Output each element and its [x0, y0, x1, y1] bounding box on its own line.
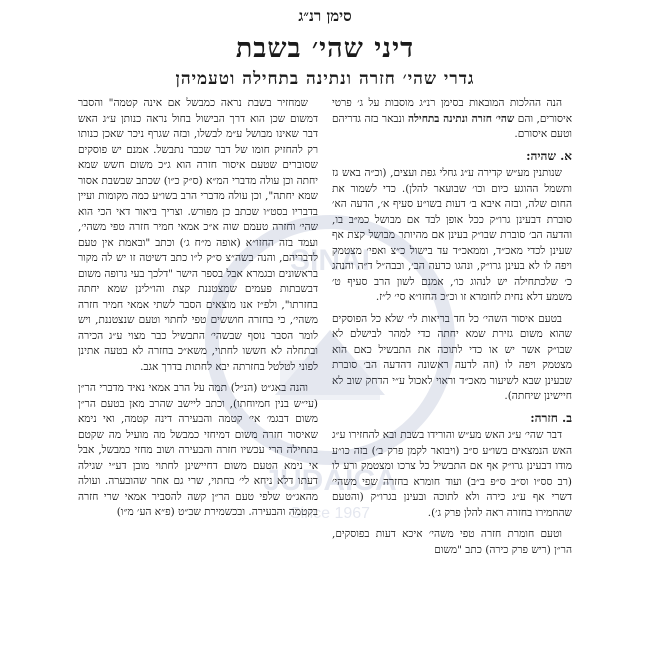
- right-column: [332, 96, 572, 650]
- watermark-text-3: Since 1967: [289, 505, 371, 522]
- section-b-paragraph-1: דבר שהי׳ ע״ג האש מע״ש והורידו בשבת ובא להחזירו ע״ג האש הנמצאים בשו״ע ס״ב (ויבואר לקמן פרק ב׳) בזה כו״ע מודו דבעינן גרו״ק אף אם התבשיל כל צרכו ומצטמק ורע לו (רב סס״ו וס״ב ס״פ ב״ב) ועוד חומרא בחזרה שפי משהי׳ דשרי אף ע״ג כירה ולא לתוכה ובעינן בגרו״ק (והטעם שהחמירו בחזרה ראה להלן פרק ג׳).: [332, 429, 572, 519]
- section-b-heading: ב. חזרה:: [530, 410, 572, 425]
- watermark-text-1: SINAI: [289, 244, 371, 277]
- intro-paragraph: [332, 96, 572, 143]
- watermark-text-2: JUDAICA: [263, 464, 397, 497]
- left-paragraph-2: והנה באג״ט (הנ״ל) תמה על הרב אמאי נאיד מדברי הר״ן (עי״ש בנין חמיוחתו), וכתב ליישב שהרב מאן בטעם הר״ן משום דבגמ׳ אי׳ קטמה והבעירה דינה קטמה, ואי נימא שאיסור חזרה משום דמיחזי כמבשל מה מועיל מה שקטם בתחילה הרי עכשיו חזרה והבעירה ושוב מחזי כמבשל, אבל אי נימא הטעם משום דחיישינן לחתוי מובן דע״י שגילה דעתו דלא ניחא לי׳ בחתוי, שרי גם אחר שהובערה. ועולה מהאג״ט שלפי טעם הר״ן קשה להסביר אמאי שרי חזרה בקטמה והבעירה. ובכשמירת שב״ט (פ״א הע׳ מ״ו): [78, 382, 318, 518]
- left-column: [78, 96, 318, 650]
- page-title: דיני שהי׳ בשבת: [235, 33, 415, 64]
- section-b-paragraph-2: וטעם חומרת חזרה טפי משהי׳ איכא דעות בפוסקים, הר״ן (ריש פרק כירה) כתב "משום: [332, 528, 572, 556]
- page-subtitle: גדרי שהי׳ חזרה ונתינה בתחילה וטעמיהן: [175, 69, 475, 89]
- section-a-paragraph-1: שנותנין מע״ש קדירה ע״ג גחלי גפת ועצים, (וכ״ה באש גז ותשמל ההוגע כיום וכו׳ שבועאר להלן). כדי לשמור את החום שלה, ובזה איבא ב׳ דעות בשו״ע סעיף א׳, הדעה הא׳ סוברת דבעינן גרו״ק ככל אופן לבד אם מבושל כמ״ב בו, והדעה הב׳ סוברת שבו״ק בעינן אם מהיותר מבושל קצת אף שעינן לכדי מאכ״ד, וממאכ״ד עד בישול כ״צ ואפי׳ מצטמק ויפה לו לא בעינן גרו״ק, ונהגו כדעה הב׳, ובבה״ל ד״ה והנהג כ׳ שלכתחילה יש לנהוג כו׳, אמנם לשון הרב סעיף ט׳ משמע דלא נחית לחומרא זו וכ״כ החזו״א סי׳ ל״ז.: [332, 167, 572, 303]
- text-columns: [78, 96, 572, 650]
- intro-text-a: הנה ההלכות המובאות בסימן רנ״ג מוסבות על ג׳ פרטי איסורים, והם: [332, 97, 572, 125]
- section-a-heading: א. שהיה:: [526, 148, 572, 163]
- siman-heading: סימן רנ״ג: [298, 7, 352, 25]
- intro-text-b: ונבאר בזה גדריהם וטעם איסורם.: [332, 112, 572, 140]
- intro-bold-text: שהי׳ חזרה ונתינה בתחילה: [407, 112, 515, 125]
- left-paragraph-1: שמחזיר בשבת נראה כמבשל אם אינה קטמה" והסבר דמשום שכן הוא דרך הבישול בחול נראה כנותן ע״ג האש דבר שאינו מבושל ע״מ לבשלו, ובזה שגרף ניכר שאכן כנותו רק להחזיק חומו של דבר שכבר נתבשל. אמנם יש פוסקים שסוברים שטעם איסור חזרה הוא ג״כ משום חשש שמא יחתה וכן עולה מדברי המ״א (ס״ק כ״ו) שכתב שבשבת אסור שמא יחתה", וכן עולה מדברי הרב בשו״ע כמה מקומות ועיין בדבריו בסט״ו שכתב כן מפורש. וצריך ביאור דאי הכי הוא שהי׳ וחזרה טעמם שוה א״כ אמאי חמיר חזרה טפי משהי׳, ועמד בזה החזו״א (אופה מ״ח ג׳) וכתב "ובאמת אין טעם לדבריהם, והנה בשה״צ ס״ק ל״ו כתב דשיטה זו יש לה מקור בראשונים ובגמרא אבל בספר הישר "דלכך בעי גרופה משום דבשבתות פעמים שמצטננת קצת והו״לינן שמא יחתה בחזרתו", ולפ״ז אנו מוצאים הסבר לשתי אמאי חמיר חזרה משהי׳, כי בחזרה חוששים טפי לחתוי וטעם שנצטננת, ויש לומר הסבר נוסף שבשהי׳ התבשיל כבר מצוי ע״ג הכירה ובתחלה לא חששו לחתוי, משא״כ בחזרה לא בטעה אתינן לפוני לטלטל בחזרתה יבא לחתות בדרך אגב.: [78, 97, 318, 373]
- section-a-paragraph-2: בטעם איסור השהי׳ כל חד בריאות לי׳ שלא כל הפוסקים שהוא משום גזירת שמא יחתה כדי למהר לבישלם לא שבו״ק אשר יש או כדי לתוכה את התבשיל כאם הוא מצטמק ויפה לו (וזה לדעה ראשונה דהדעה הב׳ סוברת שבעינן שבא לשיעור מאכ״ד וראוי לאכול ע״י הדחק שוב לא חיישינן שיחתה).: [332, 312, 572, 402]
